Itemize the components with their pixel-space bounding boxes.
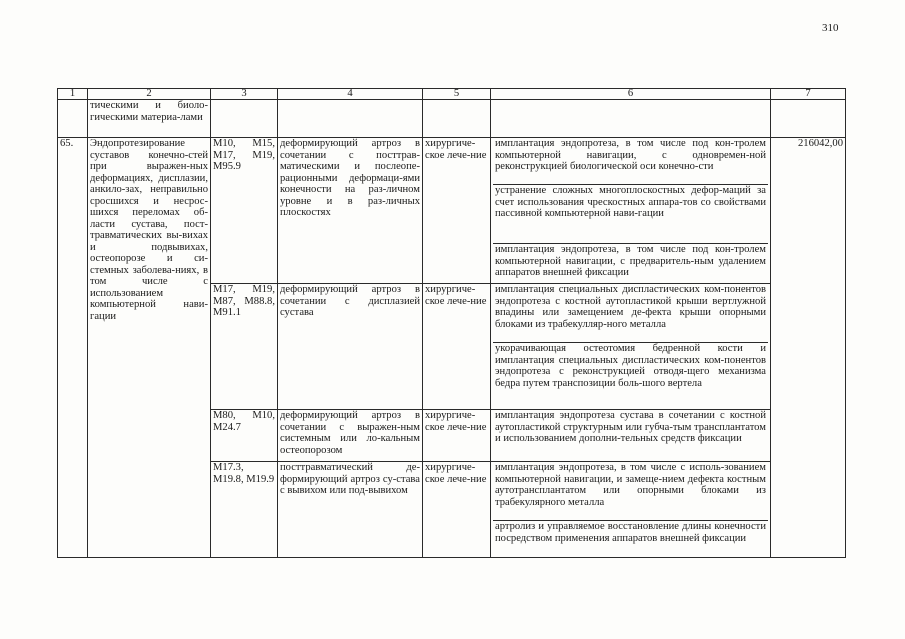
price-value: 216042,00 xyxy=(771,138,846,558)
treatment-methods xyxy=(491,138,771,284)
method-item: артролиз и управляемое восстановление длины конечности посредством применения аппаратов внешней фиксации xyxy=(495,521,766,544)
icd-codes: M17, M19, M87, M88.8, M91.1 xyxy=(211,284,278,410)
row-number: 65. xyxy=(58,138,88,558)
patient-model: деформирующий артроз в сочетании с дисплазией сустава xyxy=(278,284,423,410)
patient-model: деформирующий артроз в сочетании с посттрав-матическими и послеопе-рационными деформаци-ями конечности на раз-личном уровне и в раз-личных плоскостях xyxy=(278,138,423,284)
method-item: укорачивающая остеотомия бедренной кости и имплантация специальных диспластических ком-понентов эндопротеза с реконструкцией отводя-щего механизма бедра путем транспозиции боль-шого вертела xyxy=(495,343,766,389)
icd-codes: M80, M10, M24.7 xyxy=(211,410,278,462)
icd-codes: M17.3, M19.8, M19.9 xyxy=(211,462,278,558)
method-item: имплантация специальных диспластических ком-понентов эндопротеза с костной аутопластикой крыши вертлужной впадины или замещением де-фекта крыши опорными блоками из трабекулляр-ного металла xyxy=(493,284,768,343)
header-cell: 7 xyxy=(771,89,846,100)
treatment-type: хирургиче-ское лече-ние xyxy=(423,284,491,410)
patient-model: деформирующий артроз в сочетании с выражен-ным системным или ло-кальным остеопорозом xyxy=(278,410,423,462)
method-item: имплантация эндопротеза, в том числе под кон-тролем компьютерной навигации, с предваритель-ным удалением аппаратов внешней фиксации xyxy=(495,244,766,278)
continuation-row xyxy=(58,100,846,138)
method-item: имплантация эндопротеза, в том числе под кон-тролем компьютерной навигации, с одновремен-ной реконструкцией биологической оси конечно-сти xyxy=(493,138,768,185)
header-cell: 6 xyxy=(491,89,771,100)
service-name: Эндопротезирование суставов конечно-стей при выражен-ных деформациях, дисплазии, анкило-зах, неправильно сросшихся и несрос-шихся переломах об-ласти сустава, пост-травматических вы-вихах и подвывихах, остеопорозе и си-стемных заболева-ниях, в том числе с использованием компьютерной нави-гации xyxy=(88,138,211,558)
header-cell: 4 xyxy=(278,89,423,100)
services-table xyxy=(57,88,846,558)
continuation-text: тическими и биоло-гическими материа-лами xyxy=(88,100,211,138)
treatment-methods xyxy=(491,410,771,462)
header-cell: 3 xyxy=(211,89,278,100)
patient-model: посттравматический де-формирующий артроз су-става с вывихом или под-вывихом xyxy=(278,462,423,558)
icd-codes: M10, M15, M17, M19, M95.9 xyxy=(211,138,278,284)
method-item: имплантация эндопротеза, в том числе с исполь-зованием компьютерной навигации, и замеще-нием дефекта костным аутотрансплантатом или опорными блоками из трабекулярного металла xyxy=(493,462,768,521)
treatment-methods xyxy=(491,284,771,410)
header-cell: 2 xyxy=(88,89,211,100)
treatment-type: хирургиче-ское лече-ние xyxy=(423,138,491,284)
table-row xyxy=(58,138,846,284)
page-number: 310 xyxy=(822,22,839,34)
header-cell: 5 xyxy=(423,89,491,100)
method-item: имплантация эндопротеза сустава в сочетании с костной аутопластикой структурным или губча-тым трансплантатом и использованием дополни-тельных средств фиксации xyxy=(495,410,766,444)
treatment-type: хирургиче-ское лече-ние xyxy=(423,462,491,558)
header-cell: 1 xyxy=(58,89,88,100)
treatment-methods xyxy=(491,462,771,558)
column-numbers-row xyxy=(58,89,846,100)
method-item: устранение сложных многоплоскостных дефор-маций за счет использования чрескостных аппара-тов со свойствами пассивной компьютерной нави-гации xyxy=(493,185,768,244)
treatment-type: хирургиче-ское лече-ние xyxy=(423,410,491,462)
